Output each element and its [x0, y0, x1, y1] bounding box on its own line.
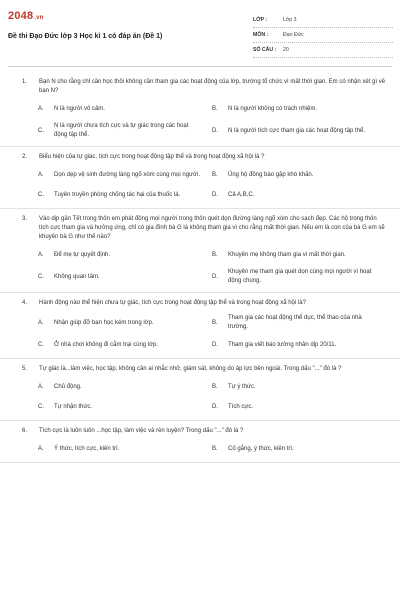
option-text: Tự ý thức.	[228, 383, 256, 390]
option-letter: B.	[212, 171, 218, 178]
option-letter: A.	[38, 383, 44, 390]
option-text: Khuyên mẹ không tham gia vì mất thời gian.	[228, 251, 346, 258]
option-letter: D.	[212, 127, 218, 134]
answer-option[interactable]	[212, 268, 386, 286]
info-row-class	[253, 13, 393, 28]
question-text: Tự giác là...làm việc, học tập, không cần ai nhắc nhở, giám sát, không do áp lực bên ngoài. Trong dấu "..." đó là ?	[39, 366, 342, 372]
question-item	[0, 209, 400, 293]
answer-options	[0, 374, 400, 414]
option-text: Cả A,B,C.	[228, 191, 255, 198]
answer-options	[0, 162, 400, 202]
option-text: Dọn dẹp vệ sinh đường làng ngõ xóm cùng mọi người.	[54, 171, 200, 178]
logo-suffix: .vn	[34, 15, 44, 21]
site-logo[interactable]	[8, 10, 44, 22]
question-item	[0, 293, 400, 359]
answer-options	[0, 436, 400, 456]
info-row-subject	[253, 28, 393, 43]
answer-option[interactable]	[38, 380, 212, 394]
answer-option[interactable]	[38, 168, 212, 182]
answer-option[interactable]	[212, 122, 386, 140]
option-letter: D.	[212, 341, 218, 348]
answer-options	[0, 242, 400, 286]
option-text: Tuyên truyền phòng chống tác hại của thuốc lá.	[54, 191, 181, 198]
question-item	[0, 421, 400, 463]
option-text: Cố gắng, ý thức, kiên trì.	[228, 445, 294, 452]
option-text: Không quan tâm.	[54, 273, 100, 280]
option-letter: C.	[38, 273, 44, 280]
info-label: LỚP :	[253, 17, 268, 23]
option-text: Tham gia các hoạt động thể dục, thể thao của nhà trường.	[228, 315, 362, 330]
answer-option[interactable]	[212, 400, 386, 414]
answer-option[interactable]	[212, 442, 386, 456]
question-text: Vào dịp gần Tết trong thôn em phát động mọi người trong thôn quét dọn đường làng ngõ xóm cho sạch đẹp. Các hộ trong thôn tích cực tham gia và hưởng ứng, chỉ có gia đình bà G là không tham gia vì cho rằng mất thời gian. Nếu em là con của bà G em sẽ khuyên bà G như thế nào?	[39, 216, 385, 240]
answer-option[interactable]	[38, 188, 212, 202]
info-value: Lớp 3	[283, 17, 297, 23]
answer-option[interactable]	[38, 338, 212, 352]
answer-option[interactable]	[38, 400, 212, 414]
option-letter: B.	[212, 383, 218, 390]
option-letter: A.	[38, 251, 44, 258]
info-value: Đạo Đức	[283, 32, 304, 38]
option-letter: A.	[38, 445, 44, 452]
question-text: Bạn N cho rằng chỉ cần học thôi không cần tham gia các hoạt động của lớp, trường tổ chức vì mất thời gian. Em có nhận xét gì về bạn N?	[39, 79, 386, 94]
option-text: Ở nhà chơi không đi cắm trại cùng lớp.	[54, 341, 159, 348]
option-letter: D.	[212, 191, 218, 198]
question-item	[0, 359, 400, 421]
logo-text: 2048	[8, 10, 34, 22]
option-letter: B.	[212, 105, 218, 112]
answer-option[interactable]	[212, 248, 386, 262]
answer-option[interactable]	[38, 442, 212, 456]
question-number: 1.	[22, 79, 28, 85]
option-letter: C.	[38, 191, 44, 198]
question-number: 4.	[22, 300, 28, 306]
answer-option[interactable]	[38, 122, 212, 140]
answer-option[interactable]	[38, 102, 212, 116]
option-letter: C.	[38, 127, 44, 134]
option-text: N là người chưa tích cực và tự giác trong các hoạt động tập thể.	[54, 123, 189, 138]
option-text: Ý thức, tích cực, kiên trì.	[54, 445, 120, 452]
option-letter: A.	[38, 105, 44, 112]
option-letter: B.	[212, 445, 218, 452]
answer-options	[0, 96, 400, 140]
option-text: Tự nhận thức.	[54, 403, 93, 410]
info-row-count	[253, 43, 393, 58]
answer-option[interactable]	[212, 338, 386, 352]
option-text: Để mẹ tự quyết định.	[54, 251, 111, 258]
option-text: N là người không có trách nhiệm.	[228, 105, 317, 112]
option-text: Ủng hộ đồng bào gặp khó khăn.	[228, 171, 314, 178]
header-divider	[8, 66, 392, 67]
answer-option[interactable]	[38, 248, 212, 262]
option-letter: D.	[212, 273, 218, 280]
info-label: MÔN :	[253, 32, 269, 38]
question-item	[0, 72, 400, 147]
answer-option[interactable]	[212, 168, 386, 182]
option-text: N là người vô cảm.	[54, 105, 105, 112]
info-table	[253, 13, 393, 58]
answer-option[interactable]	[212, 380, 386, 394]
question-number: 5.	[22, 366, 28, 372]
answer-options	[0, 308, 400, 352]
question-text: Tích cực là luôn luôn ...học tập, làm việc và rèn luyện? Trong dấu "..." đó là ?	[39, 428, 244, 434]
option-text: Tích cực.	[228, 403, 254, 410]
answer-option[interactable]	[212, 102, 386, 116]
info-label: SỐ CÂU :	[253, 47, 277, 53]
answer-option[interactable]	[38, 314, 212, 332]
option-letter: A.	[38, 171, 44, 178]
info-value: 20	[283, 47, 289, 53]
option-letter: B.	[212, 319, 218, 326]
option-text: N là người tích cực tham gia các hoạt động tập thể.	[228, 127, 366, 134]
question-number: 6.	[22, 428, 28, 434]
option-letter: C.	[38, 341, 44, 348]
question-number: 2.	[22, 154, 28, 160]
option-text: Nhận giúp đỡ bạn học kém trong lớp.	[54, 319, 154, 326]
option-letter: A.	[38, 319, 44, 326]
question-list	[0, 72, 400, 463]
answer-option[interactable]	[212, 188, 386, 202]
question-item	[0, 147, 400, 209]
document-header	[0, 0, 400, 62]
question-text: Hành động nào thể hiện chưa tự giác, tích cực trong hoạt động tập thể và trong hoạt động xã hội là?	[39, 300, 306, 306]
option-text: Khuyên mẹ tham gia quét dọn cùng mọi người vì hoạt động chung.	[228, 269, 372, 284]
option-text: Chủ động.	[54, 383, 82, 390]
question-number: 3.	[22, 216, 28, 222]
answer-option[interactable]	[38, 268, 212, 286]
option-letter: C.	[38, 403, 44, 410]
option-text: Tham gia viết báo tường nhân dịp 20/11.	[228, 341, 337, 348]
question-text: Biểu hiện của tự giác, tích cực trong hoạt động tập thể và trong hoạt động xã hội là ?	[39, 154, 265, 160]
document-title: Đề thi Đạo Đức lớp 3 Học kì 1 có đáp án (Đề 1)	[8, 33, 163, 40]
answer-option[interactable]	[212, 314, 386, 332]
option-letter: D.	[212, 403, 218, 410]
option-letter: B.	[212, 251, 218, 258]
